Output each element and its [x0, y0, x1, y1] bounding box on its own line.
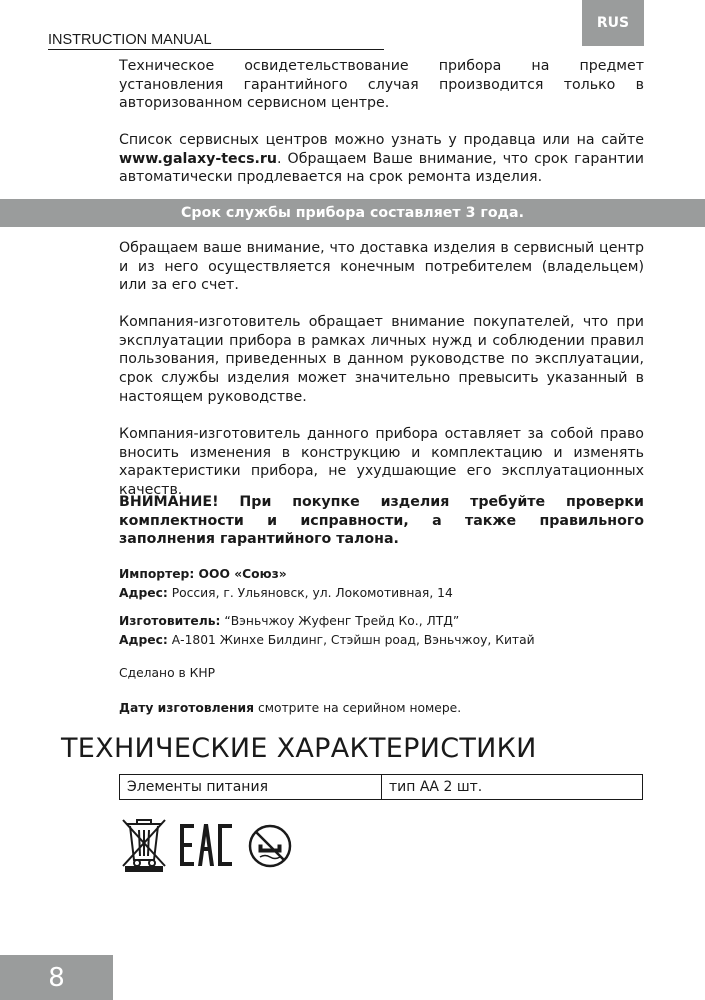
- usage-paragraph: Компания-изготовитель обращает внимание покупателей, что при эксплуатации прибора в рамках личных нужд и соблюдении правил пользования, приведенных в данном руководстве по эксплуатации, срок службы изделия может значительно превысить указанный в настоящем руководстве.: [119, 314, 644, 405]
- header-title: INSTRUCTION MANUAL: [48, 31, 384, 50]
- manufacturer-block: [119, 612, 644, 650]
- spec-name-cell: Элементы питания: [120, 775, 382, 799]
- no-water-icon: [250, 826, 290, 866]
- warning-paragraph: ВНИМАНИЕ! При покупке изделия требуйте проверки комплектности и исправности, а также правильного заполнения гарантийного талона.: [119, 494, 644, 548]
- spec-value-cell: тип АА 2 шт.: [389, 779, 483, 795]
- page-number: 8: [0, 955, 113, 1000]
- specs-table: [119, 774, 643, 800]
- specs-heading: ТЕХНИЧЕСКИЕ ХАРАКТЕРИСТИКИ: [61, 733, 537, 764]
- changes-paragraph: Компания-изготовитель данного прибора оставляет за собой право вносить изменения в конструкцию и комплектацию и изменять характеристики прибора, не ухудшающие его эксплуатационных качеств.: [119, 426, 644, 499]
- importer-line: Импортер: ООО «Союз»: [119, 567, 287, 581]
- crossed-bin-icon: [123, 820, 165, 871]
- manufacture-date-line: Дату изготовления смотрите на серийном номере.: [119, 701, 462, 715]
- service-life-banner: Срок службы прибора составляет 3 года.: [0, 199, 705, 227]
- language-tab: RUS: [582, 0, 644, 46]
- delivery-paragraph: Обращаем ваше внимание, что доставка изделия в сервисный центр и из него осуществляется конечным потребителем (владельцем) или за его счет.: [119, 240, 644, 294]
- importer-address-line: Адрес: Россия, г. Ульяновск, ул. Локомотивная, 14: [119, 586, 453, 600]
- website-link[interactable]: www.galaxy-tecs.ru: [119, 150, 278, 167]
- eac-mark-icon: [180, 824, 232, 866]
- service-center-paragraph: Техническое освидетельствование прибора на предмет установления гарантийного случая производится только в авторизованном сервисном центре.: [119, 58, 644, 112]
- certification-icons: [120, 816, 300, 872]
- service-list-paragraph: Список сервисных центров можно узнать у продавца или на сайте www.galaxy-tecs.ru. Обращаем Ваше внимание, что срок гарантии автоматически продлевается на срок ремонта изделия.: [119, 132, 644, 186]
- made-in-line: Сделано в КНР: [119, 666, 216, 680]
- manufacturer-line: Изготовитель: “Вэньчжоу Жуфенг Трейд Ко., ЛТД”: [119, 614, 460, 628]
- manufacturer-address-line: Адрес: А-1801 Жинхе Билдинг, Стэйшн роад, Вэньчжоу, Китай: [119, 633, 535, 647]
- importer-block: [119, 565, 644, 603]
